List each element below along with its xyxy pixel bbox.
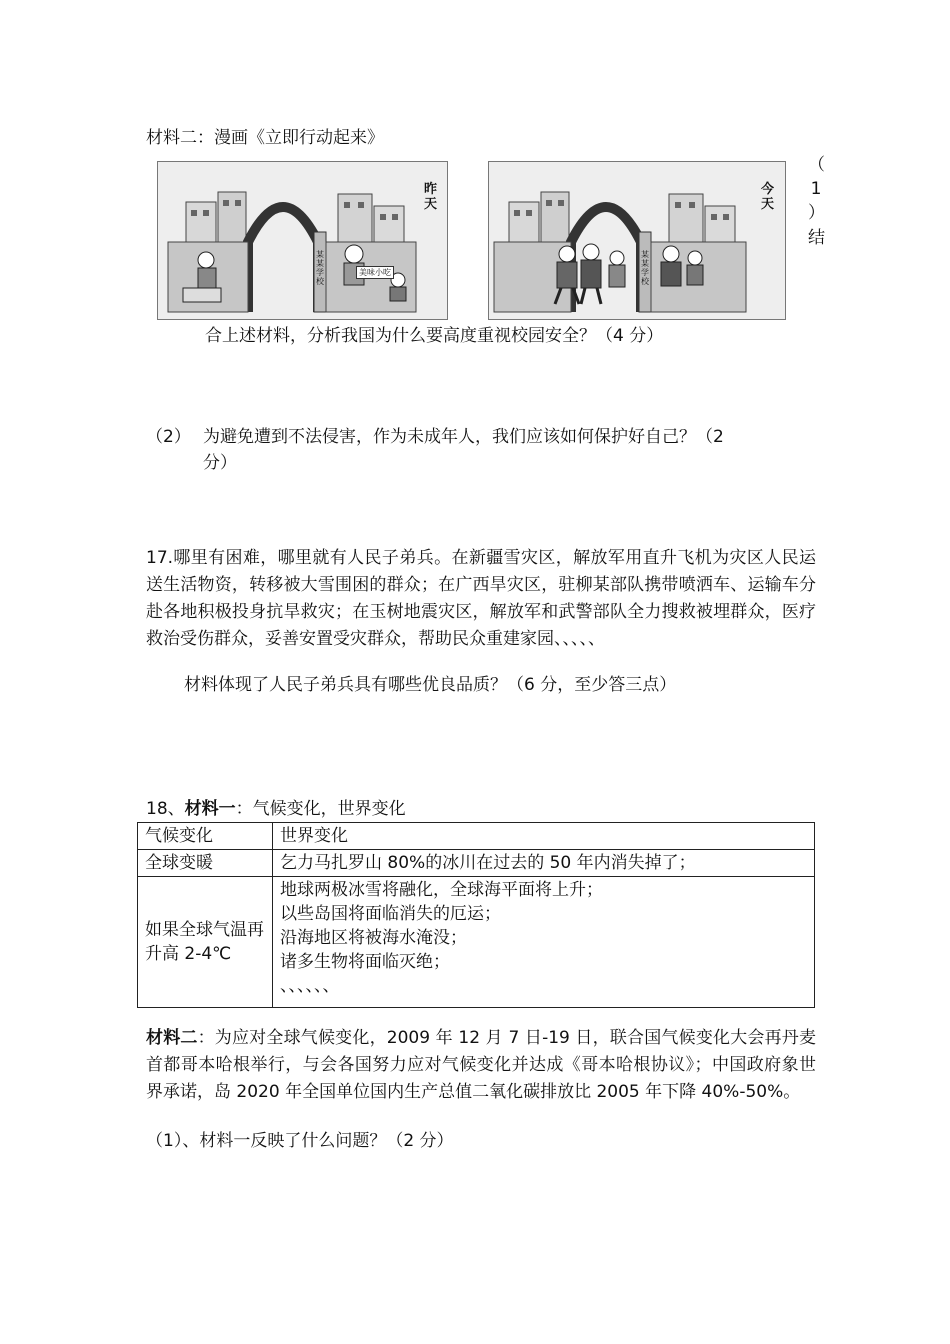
table-cell: 如果全球气温再升高 2-4℃ [138,877,273,1008]
table-cell-line: 以些岛国将面临消失的厄运； [280,904,501,924]
q18-heading [146,797,406,821]
q18-material1-title: ：气候变化，世界变化 [235,799,406,819]
cartoon-panel-today [488,161,786,320]
q18-material2 [146,1025,816,1106]
school-sign-left: 某某学校 [316,250,324,286]
q18-material1-label: 材料一 [184,799,236,819]
q1-marker-char: 1 [810,179,822,199]
q16-sub2-text: 为避免遭到不法侵害，作为未成年人，我们应该如何保护好自己？（2 [203,427,724,447]
table-header-row [138,823,815,850]
cartoon-today-illustration [489,162,785,319]
table-header-cell: 气候变化 [138,823,273,850]
q1-marker-char: ） [808,203,825,223]
table-cell-line: 、、、、、、 [280,976,340,996]
climate-table [137,822,815,1008]
table-cell-line: 地球两极冰雪将融化，全球海平面将上升； [280,880,603,900]
table-row [138,850,815,877]
table-cell-line: 沿海地区将被海水淹没； [280,928,467,948]
cartoon-yesterday-illustration [158,162,447,319]
table-row [138,877,815,1008]
shop-sign: 美味小吃 [356,266,394,279]
cartoon-panel-yesterday [157,161,448,320]
q16-sub2-text-cont: 分） [203,453,237,473]
table-cell: 乞力马扎罗山 80%的冰川在过去的 50 年内消失掉了； [273,850,815,877]
q17-material: 17.哪里有困难，哪里就有人民子弟兵。在新疆雪灾区，解放军用直升飞机为灾区人民运送生活物资，转移被大雪围困的群众；在广西旱灾区，驻柳某部队携带喷洒车、运输车分赴各地积极投身抗旱救灾；在玉树地震灾区，解放军和武警部队全力搜救被埋群众，医疗救治受伤群众，妥善安置受灾群众，帮助民众重建家园、、、、、 [146,548,816,649]
table-cell [273,877,815,1008]
table-cell: 全球变暖 [138,850,273,877]
panel-label-yesterday: 昨天 [424,182,438,212]
q18-sub1: （1）、材料一反映了什么问题？（2 分） [146,1131,454,1151]
table-header-cell: 世界变化 [273,823,815,850]
school-sign-right: 某某学校 [641,250,649,286]
panel-label-today: 今天 [761,182,775,212]
q17-question: 材料体现了人民子弟兵具有哪些优良品质？（6 分，至少答三点） [184,675,677,695]
q16-sub2-number: （2） [146,427,191,447]
table-cell-line: 诸多生物将面临灭绝； [280,952,450,972]
q18-material2-label: 材料二 [146,1028,198,1048]
material2-caption: 材料二：漫画《立即行动起来》 [146,128,384,148]
q16-sub1-text: 合上述材料，分析我国为什么要高度重视校园安全？（4 分） [205,326,664,346]
q18-material2-text: ：为应对全球气候变化，2009 年 12 月 7 日-19 日，联合国气候变化大会再丹麦首都哥本哈根举行，与会各国努力应对气候变化并达成《哥本哈根协议》；中国政府象世界承诺，岛 2020 年全国单位国内生产总值二氧化碳排放比 2005 年下降 40%-50%。 [146,1028,816,1102]
q18-number: 18、 [146,799,185,819]
q1-marker-char: 结 [808,228,825,248]
q1-marker-char: （ [808,155,825,175]
